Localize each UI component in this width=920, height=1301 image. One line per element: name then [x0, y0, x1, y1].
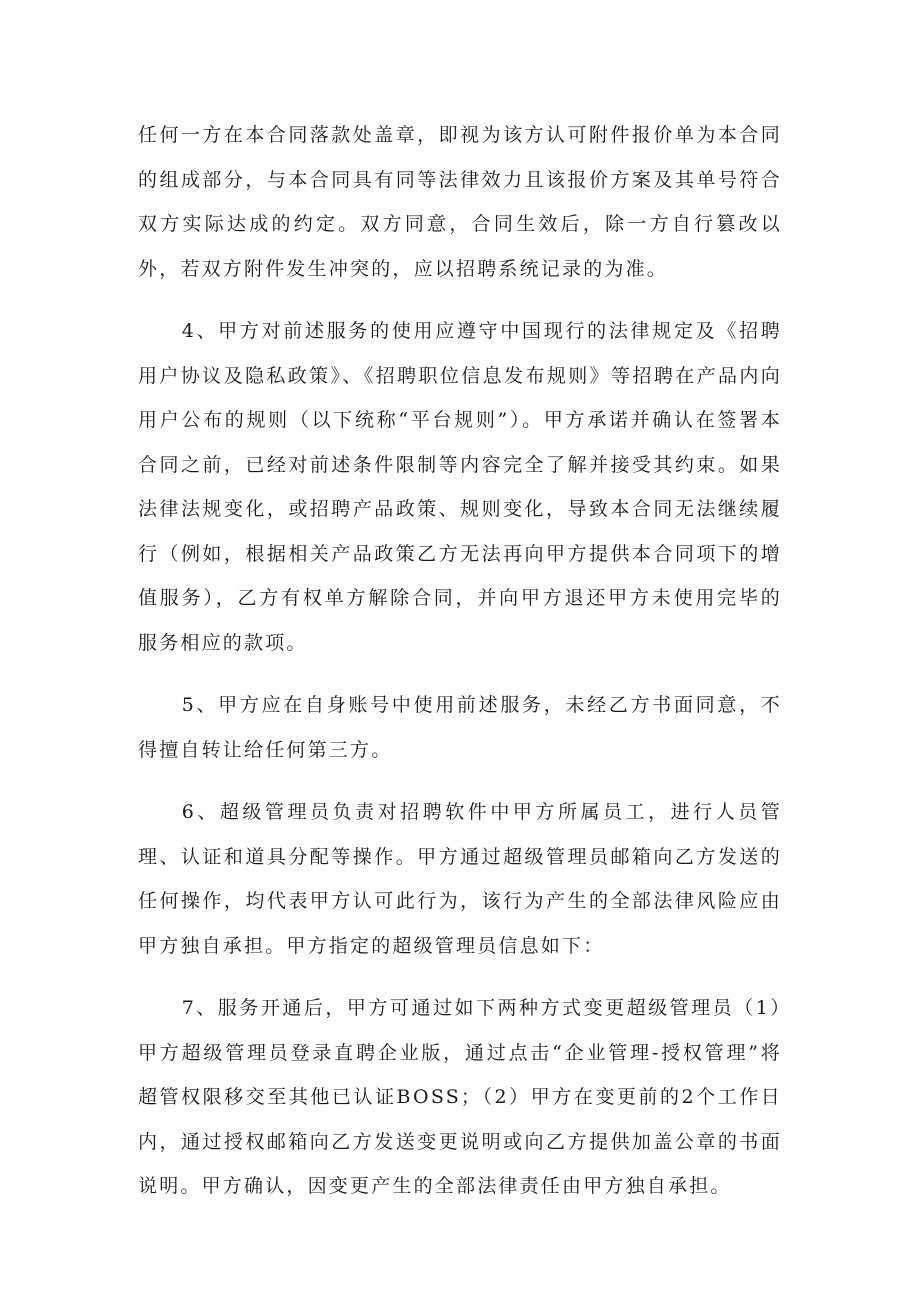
paragraph-clause-6: 6、超级管理员负责对招聘软件中甲方所属员工，进行人员管理、认证和道具分配等操作。甲方通过超级管理员邮箱向乙方发送的任何操作，均代表甲方认可此行为，该行为产生的全部法律风险应由甲方独自承担。甲方指定的超级管理员信息如下：: [138, 801, 782, 957]
paragraph-clause-5: 5、甲方应在自身账号中使用前述服务，未经乙方书面同意，不得擅自转让给任何第三方。: [138, 694, 782, 761]
paragraph-clause-4: 4、甲方对前述服务的使用应遵守中国现行的法律规定及《招聘用户协议及隐私政策》、《招聘职位信息发布规则》等招聘在产品内向用户公布的规则（以下统称“平台规则”）。甲方承诺并确认在签署本合同之前，已经对前述条件限制等内容完全了解并接受其约束。如果法律法规变化，或招聘产品政策、规则变化，导致本合同无法继续履行（例如，根据相关产品政策乙方无法再向甲方提供本合同项下的增值服务），乙方有权单方解除合同，并向甲方退还甲方未使用完毕的服务相应的款项。: [138, 320, 782, 654]
paragraph-clause-7: 7、服务开通后，甲方可通过如下两种方式变更超级管理员（1）甲方超级管理员登录直聘企业版，通过点击“企业管理-授权管理”将超管权限移交至其他已认证BOSS；（2）甲方在变更前的2个工作日内，通过授权邮箱向乙方发送变更说明或向乙方提供加盖公章的书面说明。甲方确认，因变更产生的全部法律责任由甲方独自承担。: [138, 997, 782, 1197]
paragraph-continued: 任何一方在本合同落款处盖章，即视为该方认可附件报价单为本合同的组成部分，与本合同具有同等法律效力且该报价方案及其单号符合双方实际达成的约定。双方同意，合同生效后，除一方自行篡改以外，若双方附件发生冲突的，应以招聘系统记录的为准。: [138, 124, 782, 280]
